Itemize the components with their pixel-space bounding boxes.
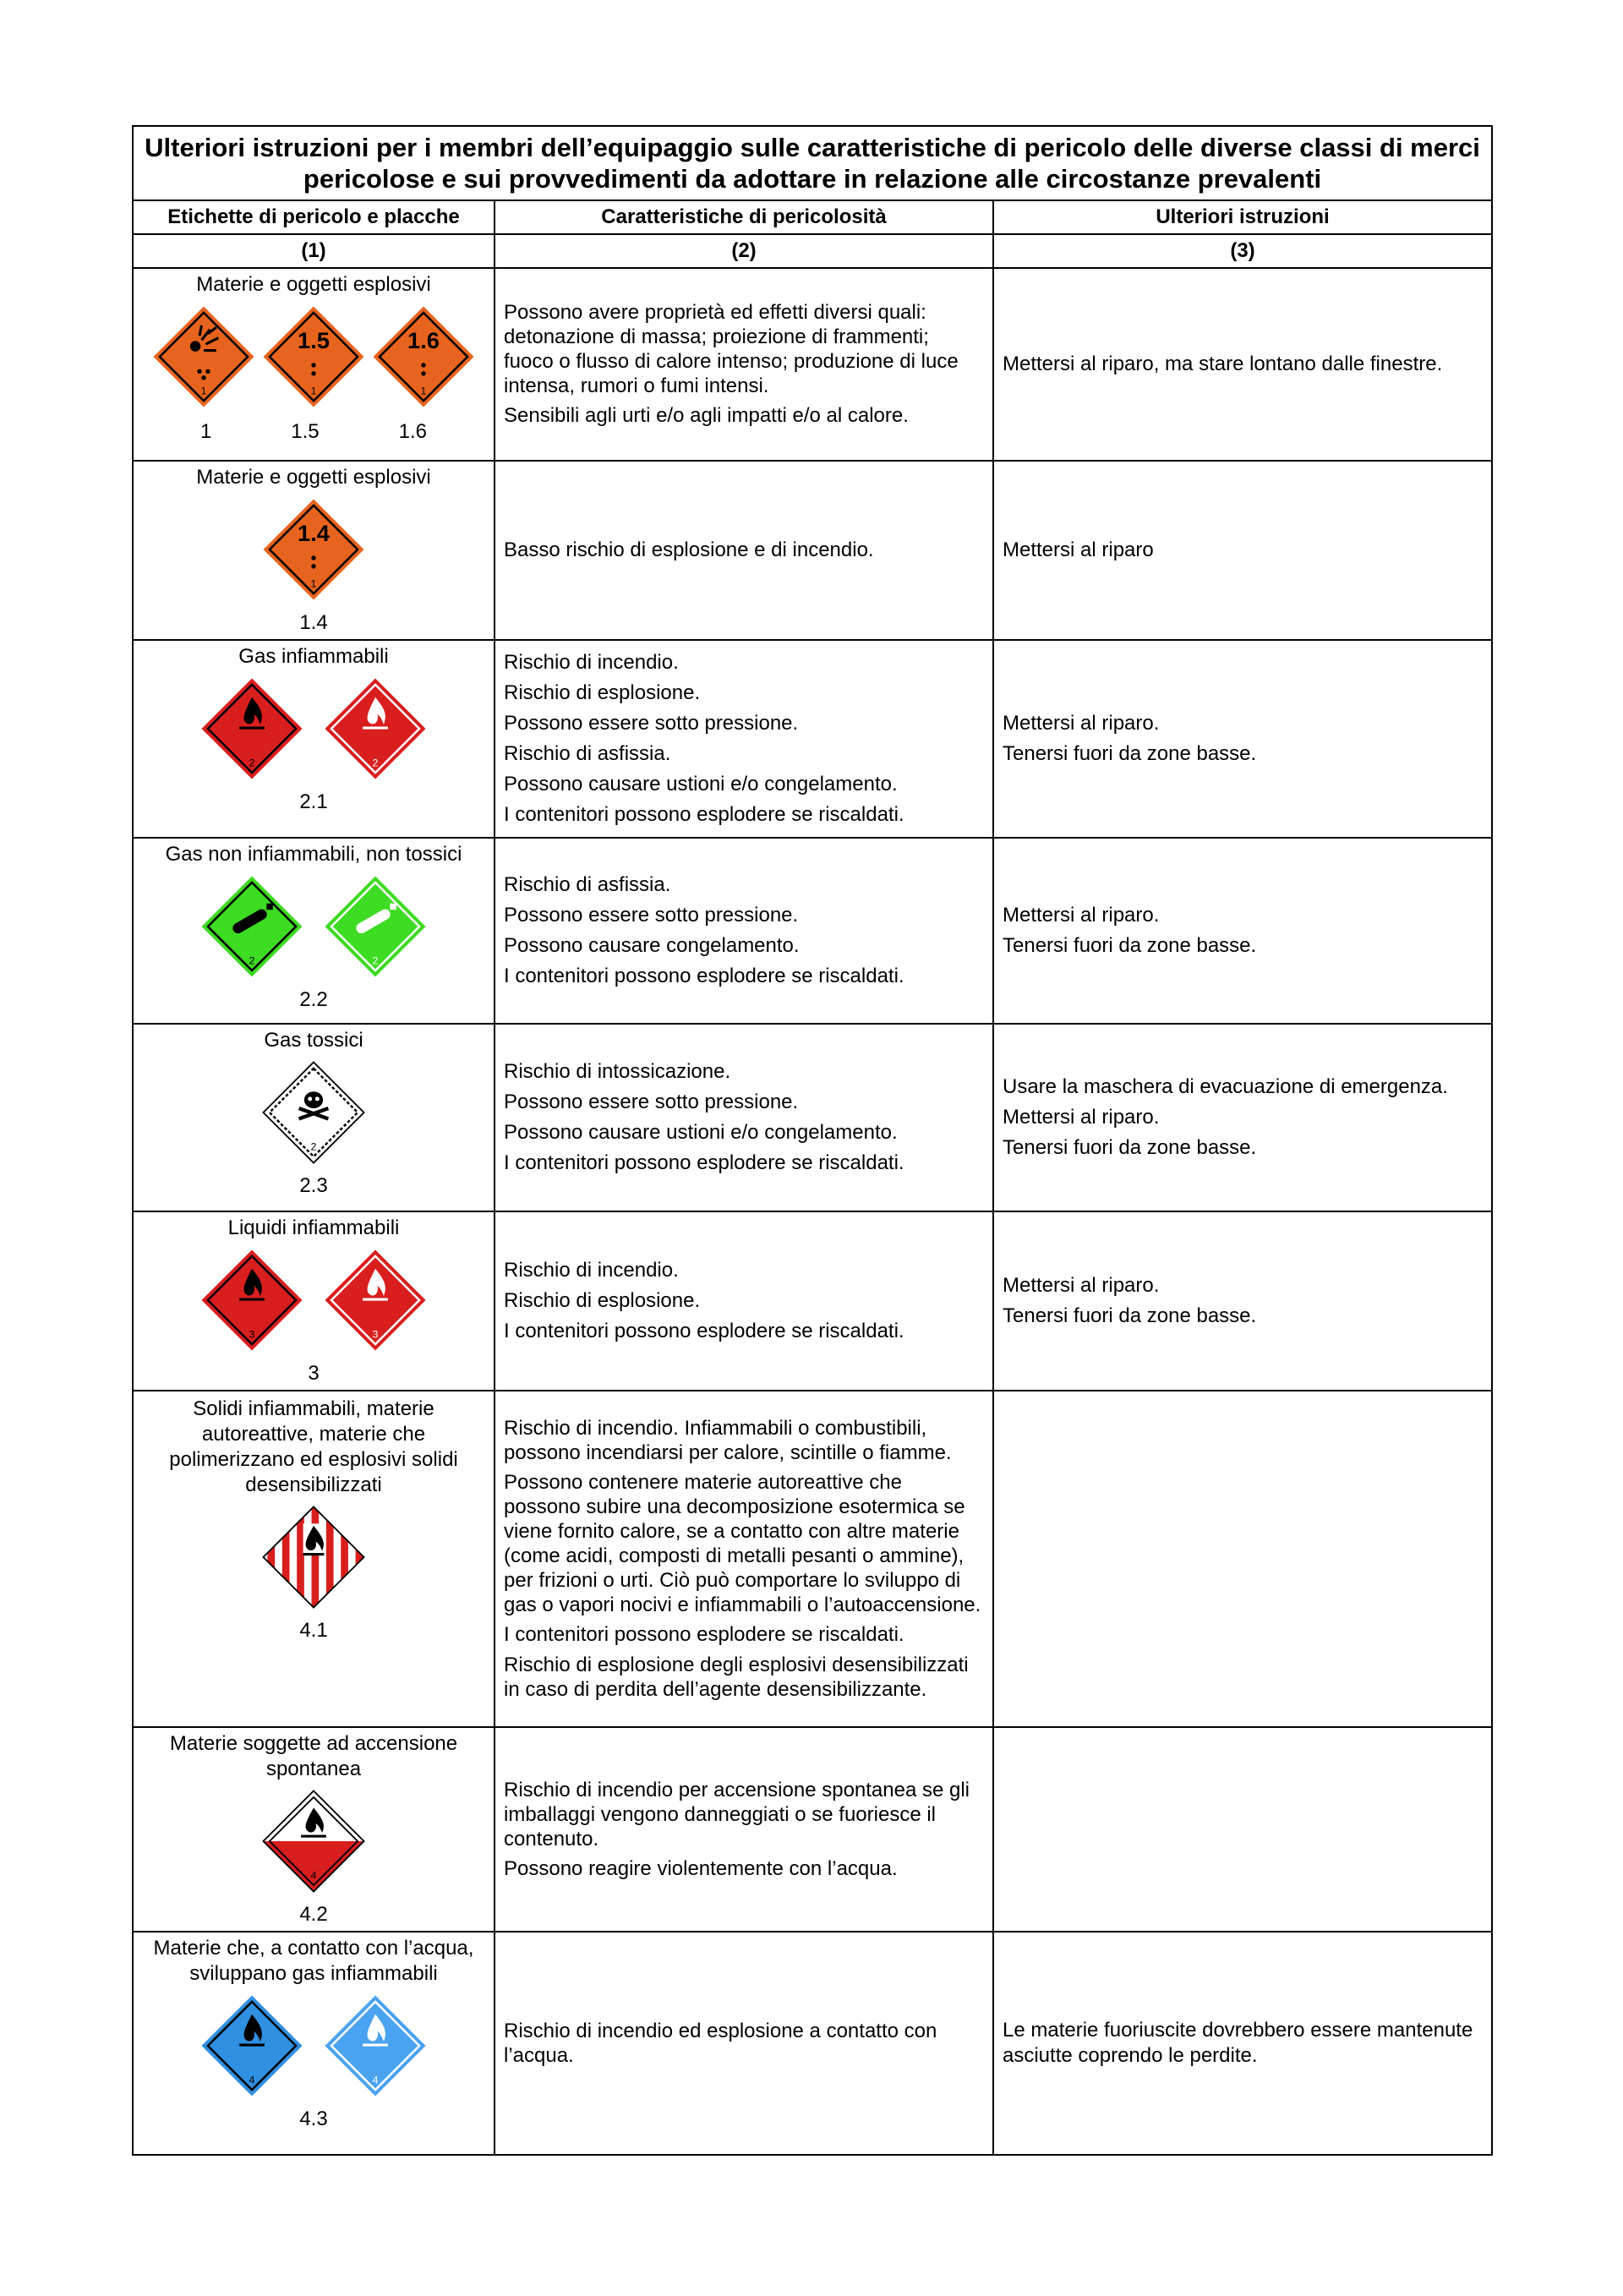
label-number: 1.4	[298, 520, 330, 547]
hazard-text: Rischio di intossicazione.	[504, 1060, 731, 1083]
label-number: 2	[249, 954, 255, 967]
label-caption: 2.2	[299, 988, 328, 1011]
hazard-cell	[495, 1211, 993, 1391]
label-cell	[133, 838, 495, 1024]
hazard-text: I contenitori possono esplodere se riscaldati.	[504, 965, 904, 987]
document-page	[132, 125, 1491, 2156]
hazard-text: Sensibili agli urti e/o agli impatti e/o al calore.	[504, 404, 909, 427]
hazard-text: I contenitori possono esplodere se riscaldati.	[504, 1151, 904, 1174]
label-caption: 2.3	[299, 1174, 328, 1197]
table-row	[133, 1024, 1492, 1211]
instruction-text: Tenersi fuori da zone basse.	[1003, 1304, 1257, 1327]
instruction-cell	[993, 838, 1492, 1024]
category-name: Solidi infiammabili, materie autoreattive, materie che polimerizzano ed esplosivi solidi desensibilizzati	[169, 1397, 458, 1496]
svg-text:1: 1	[310, 385, 317, 397]
instruction-text: Mettersi al riparo.	[1003, 1106, 1160, 1129]
explosive-bomb-icon	[151, 304, 256, 409]
label-number: 1.6	[407, 327, 440, 354]
label-caption: 3	[308, 1362, 320, 1385]
instruction-text: Tenersi fuori da zone basse.	[1003, 934, 1257, 957]
flame-icon	[199, 1248, 304, 1353]
table-row	[133, 1211, 1492, 1391]
category-name: Gas infiammabili	[238, 645, 389, 668]
label-cell	[133, 1391, 495, 1727]
hazard-text: Basso rischio di esplosione e di incendio.	[504, 538, 874, 561]
hazard-cell	[495, 461, 993, 640]
instruction-text: Usare la maschera di evacuazione di emergenza.	[1003, 1075, 1448, 1098]
hazard-cell	[495, 1024, 993, 1211]
hazard-cell	[495, 1391, 993, 1727]
dangerous-when-wet-icon	[199, 1993, 304, 2098]
table-row	[133, 1932, 1492, 2155]
label-cell	[133, 1727, 495, 1932]
label-number: 4	[310, 1869, 317, 1882]
category-name: Materie soggette ad accensione spontanea	[169, 1732, 458, 1780]
explosive-1-5-icon	[261, 304, 366, 409]
hazard-text: Possono essere sotto pressione.	[504, 904, 799, 927]
column-number: (1)	[133, 234, 495, 268]
label-caption: 4.3	[299, 2107, 328, 2130]
instruction-cell	[993, 1211, 1492, 1391]
instruction-text: Mettersi al riparo.	[1003, 904, 1160, 927]
label-cell	[133, 1024, 495, 1211]
hazard-text: Possono contenere materie autoreattive che possono subire una decomposizione esotermica se viene fornito calore, se a contatto con altre materie (come acidi, composti di metalli pesanti o ammine), per frizioni o urti. Ciò può comportare lo sviluppo di gas o vapori nocivi e infiammabili o l’autoaccensione.	[504, 1471, 981, 1616]
hazard-text: Rischio di incendio. Infiammabili o combustibili, possono incendiarsi per calore, scintille o fiamme.	[504, 1417, 952, 1464]
hazard-text: Possono avere proprietà ed effetti diversi quali: detonazione di massa; proiezione di frammenti; fuoco o flusso di calore intenso; produzione di luce intensa, rumori o fumi intensi.	[504, 301, 959, 397]
hazard-text: Possono causare ustioni e/o congelamento.	[504, 1121, 898, 1144]
label-number: 2	[372, 954, 379, 967]
column-number: (3)	[993, 234, 1492, 268]
label-cell	[133, 1932, 495, 2155]
hazard-text: Rischio di esplosione.	[504, 681, 701, 704]
hazard-text: Rischio di incendio.	[504, 651, 679, 674]
category-name: Materie che, a contatto con l’acqua, sviluppano gas infiammabili	[153, 1937, 474, 1985]
hazard-text: Possono causare ustioni e/o congelamento.	[504, 773, 898, 795]
category-name: Liquidi infiammabili	[227, 1216, 400, 1239]
label-number: 2	[310, 1140, 317, 1153]
table-row	[133, 268, 1492, 461]
instruction-text: Tenersi fuori da zone basse.	[1003, 742, 1257, 765]
label-caption: 1.4	[299, 611, 328, 634]
instruction-cell	[993, 1727, 1492, 1932]
label-caption: 1.6	[398, 420, 427, 443]
hazard-cell	[495, 1727, 993, 1932]
category-name: Gas tossici	[264, 1029, 363, 1052]
gas-cylinder-icon	[199, 874, 304, 979]
label-caption: 1	[199, 420, 212, 443]
hazard-text: I contenitori possono esplodere se riscaldati.	[504, 1623, 904, 1646]
label-cell	[133, 268, 495, 461]
svg-text:1: 1	[310, 577, 317, 590]
category-name: Gas non infiammabili, non tossici	[165, 843, 462, 866]
label-number: 3	[372, 1328, 379, 1341]
hazard-text: Rischio di incendio ed esplosione a contatto con l’acqua.	[504, 2020, 937, 2067]
dangerous-when-wet-white-icon	[323, 1993, 428, 2098]
instruction-cell	[993, 268, 1492, 461]
category-name: Materie e oggetti esplosivi	[196, 273, 431, 296]
hazard-text: Rischio di incendio.	[504, 1259, 679, 1282]
category-name: Materie e oggetti esplosivi	[196, 466, 431, 489]
label-number: 1.5	[298, 327, 330, 354]
table-row	[133, 1391, 1492, 1727]
instruction-text: Mettersi al riparo.	[1003, 712, 1160, 735]
table-row	[133, 461, 1492, 640]
label-cell	[133, 461, 495, 640]
explosive-1-6-icon	[371, 304, 476, 409]
table-row	[133, 640, 1492, 838]
flame-icon	[199, 676, 304, 781]
label-caption: 4.1	[299, 1619, 328, 1642]
label-number: 4	[372, 2074, 379, 2086]
svg-text:1: 1	[200, 385, 207, 397]
instruction-text: Mettersi al riparo, ma stare lontano dalle finestre.	[1003, 353, 1443, 375]
hazard-table	[132, 125, 1493, 2156]
label-number: 2	[249, 757, 255, 769]
instruction-cell	[993, 640, 1492, 838]
instruction-text: Mettersi al riparo.	[1003, 1274, 1160, 1297]
hazard-text: Rischio di esplosione degli esplosivi desensibilizzati in caso di perdita dell’agente desensibilizzante.	[504, 1654, 969, 1701]
column-header: Caratteristiche di pericolosità	[495, 200, 993, 234]
flame-white-icon	[323, 676, 428, 781]
table-row	[133, 1727, 1492, 1932]
label-caption: 2.1	[299, 790, 328, 813]
gas-cylinder-white-icon	[323, 874, 428, 979]
flammable-solid-icon	[261, 1505, 366, 1610]
label-caption: 1.5	[291, 420, 320, 443]
hazard-text: I contenitori possono esplodere se riscaldati.	[504, 803, 904, 826]
instruction-cell	[993, 1932, 1492, 2155]
explosive-1-4-icon	[261, 497, 366, 602]
instruction-text: Tenersi fuori da zone basse.	[1003, 1136, 1257, 1159]
label-number: 4	[249, 2074, 255, 2086]
skull-crossbones-icon	[261, 1060, 366, 1165]
label-number: 3	[249, 1328, 255, 1341]
hazard-text: Possono reagire violentemente con l’acqua.	[504, 1856, 898, 1880]
table-title: Ulteriori istruzioni per i membri dell’equipaggio sulle caratteristiche di pericolo delle diverse classi di merci pericolose e sui provvedimenti da adottare in relazione alle circostanze prevalenti	[133, 126, 1492, 200]
hazard-cell	[495, 1932, 993, 2155]
flame-white-icon	[323, 1248, 428, 1353]
column-number: (2)	[495, 234, 993, 268]
instruction-text: Le materie fuoriuscite dovrebbero essere mantenute asciutte coprendo le perdite.	[1003, 2019, 1473, 2067]
label-number: 2	[372, 757, 379, 769]
svg-text:1: 1	[420, 385, 427, 397]
column-header: Ulteriori istruzioni	[993, 200, 1492, 234]
instruction-cell	[993, 461, 1492, 640]
column-header: Etichette di pericolo e placche	[133, 200, 495, 234]
table-row	[133, 838, 1492, 1024]
hazard-cell	[495, 268, 993, 461]
hazard-text: Rischio di esplosione.	[504, 1289, 701, 1312]
hazard-text: Possono essere sotto pressione.	[504, 712, 799, 735]
label-cell	[133, 640, 495, 838]
hazard-text: Rischio di asfissia.	[504, 873, 671, 896]
hazard-text: I contenitori possono esplodere se riscaldati.	[504, 1320, 904, 1342]
label-caption: 4.2	[299, 1903, 328, 1926]
label-cell	[133, 1211, 495, 1391]
instruction-text: Mettersi al riparo	[1003, 538, 1154, 561]
hazard-text: Rischio di asfissia.	[504, 742, 671, 765]
hazard-cell	[495, 838, 993, 1024]
hazard-text: Possono essere sotto pressione.	[504, 1091, 799, 1113]
spontaneous-combustion-icon	[261, 1789, 366, 1894]
hazard-text: Possono causare congelamento.	[504, 934, 800, 957]
hazard-text: Rischio di incendio per accensione spontanea se gli imballaggi vengono danneggiati o se fuoriesce il contenuto.	[504, 1778, 970, 1850]
instruction-cell	[993, 1391, 1492, 1727]
instruction-cell	[993, 1024, 1492, 1211]
hazard-cell	[495, 640, 993, 838]
